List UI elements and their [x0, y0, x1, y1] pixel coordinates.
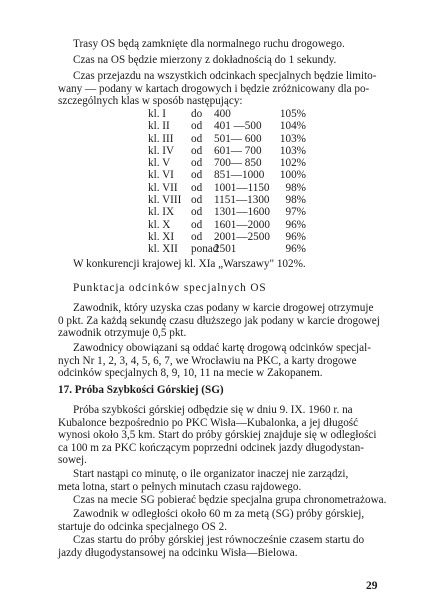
range-prefix: ponad — [191, 243, 219, 256]
engine-range: 2001—2500 — [214, 230, 270, 243]
class-label: kl. VIII — [148, 194, 182, 207]
engine-range: 700— 850 — [214, 157, 262, 170]
engine-range: 401 —500 — [214, 120, 262, 133]
scoring-paragraph-2: Zawodnicy obowiązani są oddać kartę drogową odcinków specjal- nych Nr 1, 2, 3, 4, 5, 6, 7, we Wrocławiu na PKC, a karty drogowe odcinków specjalnych 8, 9, 10, 11 na mecie w Zakopanem. — [58, 342, 371, 380]
scoring-paragraph-1: Zawodnik, który uzyska czas podany w karcie drogowej otrzymuje 0 pkt. Za każdą sekundę czasu dłuższego jak podany w karcie drogowej zawodnik otrzymuje 0,5 pkt. — [58, 302, 380, 340]
range-prefix: od — [191, 206, 203, 219]
time-percent: 103% — [279, 144, 306, 157]
range-prefix: od — [191, 218, 203, 231]
engine-range: 501— 600 — [214, 132, 262, 145]
class-label: kl. I — [148, 108, 167, 120]
range-prefix: do — [191, 108, 203, 120]
sg-paragraph-4: Zawodnik w odległości około 60 m za metą (SG) próby górskiej, startuje do odcinka specjalnego OS 2. — [58, 508, 365, 533]
engine-range: 2501 — [214, 243, 237, 256]
sg-paragraph-5: Czas startu do próby górskiej jest równocześnie czasem startu do jazdy długodystansowej na odcinku Wisła—Bielowa. — [58, 534, 365, 559]
class-label: kl. XII — [148, 243, 178, 256]
time-percent: 98% — [285, 194, 306, 207]
section-17-heading: 17. Próba Szybkości Górskiej (SG) — [58, 384, 224, 396]
engine-range: 1001—1150 — [214, 181, 270, 194]
class-label: kl. IV — [148, 144, 175, 157]
class-label: kl. III — [148, 132, 174, 145]
range-prefix: od — [191, 157, 203, 170]
intro-paragraph-3: Czas przejazdu na wszystkich odcinkach specjalnych będzie limito- wany — podany w kartach drogowych i będzie zróżnicowany dla po- szczególnych klas w sposób następujący: — [58, 70, 377, 108]
engine-range: 851—1000 — [214, 169, 265, 182]
range-prefix: od — [191, 194, 203, 207]
time-percent: 104% — [279, 120, 306, 133]
range-prefix: od — [191, 144, 203, 157]
sg-paragraph-1: Próba szybkości górskiej odbędzie się w dniu 9. IX. 1960 r. na Kubalonce bezpośrednio po PKC Wisła—Kubalonka, a jej długość wynosi około 3,5 km. Start do próby górskiej znajduje się w odległości ca 100 m za PKC kończącym poprzedni odcinek jazdy długodystan- sowej. — [58, 404, 377, 467]
engine-range: 400 — [214, 108, 231, 120]
class-label: kl. VII — [148, 181, 178, 194]
time-percent: 100% — [279, 169, 306, 182]
scoring-heading: Punktacja odcinków specjalnych OS — [73, 282, 267, 294]
range-prefix: od — [191, 181, 203, 194]
time-percent: 103% — [279, 132, 306, 145]
class-label: kl. IX — [148, 206, 175, 219]
engine-range: 1151—1300 — [214, 194, 270, 207]
page-number: 29 — [366, 580, 378, 592]
time-percent: 96% — [285, 218, 306, 231]
time-percent: 96% — [285, 230, 306, 243]
range-prefix: od — [191, 230, 203, 243]
range-prefix: od — [191, 169, 203, 182]
time-percent: 105% — [279, 108, 306, 120]
range-prefix: od — [191, 120, 203, 133]
intro-paragraph-2: Czas na OS będzie mierzony z dokładnością do 1 sekundy. — [73, 54, 337, 66]
class-label: kl. X — [148, 218, 171, 231]
time-percent: 98% — [285, 181, 306, 194]
engine-range: 1601—2000 — [214, 218, 270, 231]
range-prefix: od — [191, 132, 203, 145]
engine-range: 1301—1600 — [214, 206, 270, 219]
class-label: kl. V — [148, 157, 171, 170]
time-percent: 102% — [279, 157, 306, 170]
sg-paragraph-3: Czas na mecie SG pobierać będzie specjalna grupa chronometrażowa. — [73, 494, 387, 506]
class-label: kl. VI — [148, 169, 174, 182]
engine-range: 601— 700 — [214, 144, 262, 157]
time-percent: 96% — [285, 243, 306, 256]
time-percent: 97% — [285, 206, 306, 219]
sg-paragraph-2: Start nastąpi co minutę, o ile organizator inaczej nie zarządzi, meta lotna, start o pełnych minutach czasu rajdowego. — [58, 468, 349, 493]
class-label: kl. XI — [148, 230, 175, 243]
intro-paragraph-1: Trasy OS będą zamknięte dla normalnego ruchu drogowego. — [73, 38, 345, 50]
class-label: kl. II — [148, 120, 170, 133]
domestic-competition-line: W konkurencji krajowej kl. XIa „Warszawy" 102%. — [73, 258, 306, 270]
